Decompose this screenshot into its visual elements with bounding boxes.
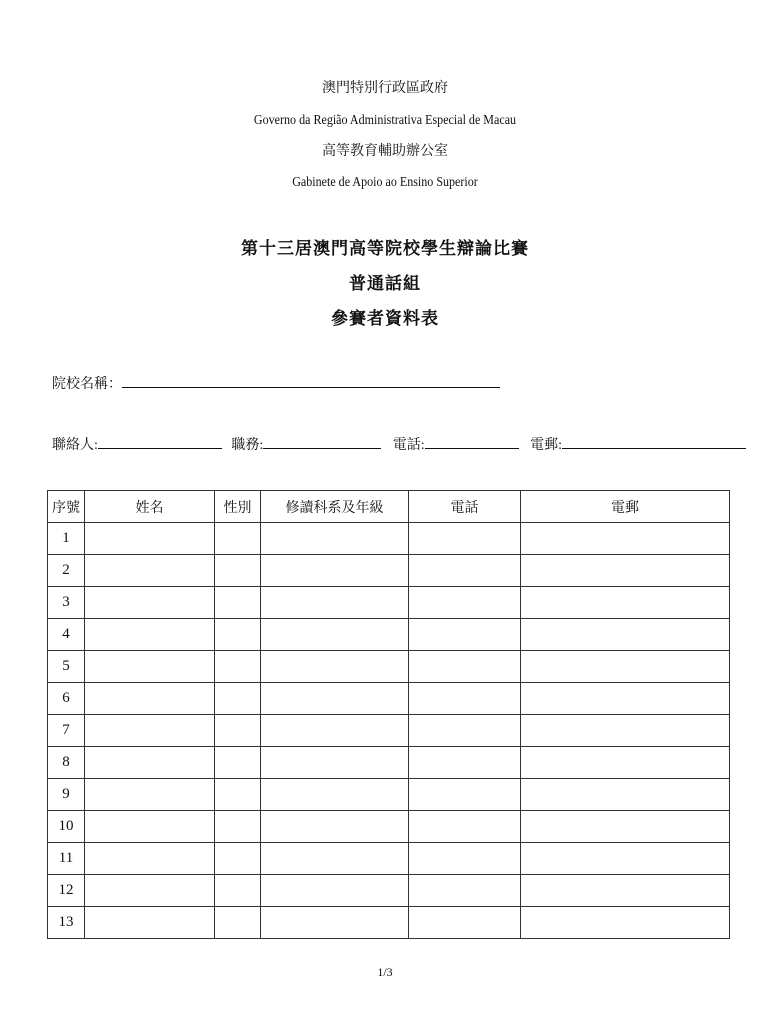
position-label: 職務:	[231, 438, 264, 453]
name-cell[interactable]	[85, 651, 215, 683]
table-row	[48, 619, 730, 651]
form-title: 參賽者資料表	[331, 309, 439, 328]
row-number-cell: 12	[48, 875, 85, 907]
phone-cell[interactable]	[409, 875, 521, 907]
table-row	[48, 779, 730, 811]
major-year-cell[interactable]	[261, 747, 409, 779]
table-row	[48, 907, 730, 939]
major-year-cell[interactable]	[261, 587, 409, 619]
email-cell[interactable]	[521, 651, 730, 683]
col-header-major-year: 修讀科系及年級	[261, 491, 409, 523]
phone-cell[interactable]	[409, 555, 521, 587]
col-header-gender: 性別	[215, 491, 261, 523]
gender-cell[interactable]	[215, 811, 261, 843]
major-year-cell[interactable]	[261, 651, 409, 683]
name-cell[interactable]	[85, 779, 215, 811]
name-cell[interactable]	[85, 555, 215, 587]
phone-cell[interactable]	[409, 779, 521, 811]
major-year-cell[interactable]	[261, 555, 409, 587]
phone-cell[interactable]	[409, 683, 521, 715]
phone-cell[interactable]	[409, 651, 521, 683]
gender-cell[interactable]	[215, 555, 261, 587]
email-cell[interactable]	[521, 619, 730, 651]
email-cell[interactable]	[521, 875, 730, 907]
gender-cell[interactable]	[215, 843, 261, 875]
major-year-cell[interactable]	[261, 811, 409, 843]
email-cell[interactable]	[521, 907, 730, 939]
table-header-row	[48, 491, 730, 523]
row-number-cell: 7	[48, 715, 85, 747]
major-year-cell[interactable]	[261, 907, 409, 939]
name-cell[interactable]	[85, 619, 215, 651]
name-cell[interactable]	[85, 587, 215, 619]
gender-cell[interactable]	[215, 651, 261, 683]
email-cell[interactable]	[521, 523, 730, 555]
row-number-cell: 1	[48, 523, 85, 555]
major-year-cell[interactable]	[261, 875, 409, 907]
phone-cell[interactable]	[409, 619, 521, 651]
table-row	[48, 555, 730, 587]
row-number-cell: 13	[48, 907, 85, 939]
email-cell[interactable]	[521, 811, 730, 843]
email-cell[interactable]	[521, 715, 730, 747]
gender-cell[interactable]	[215, 683, 261, 715]
major-year-cell[interactable]	[261, 715, 409, 747]
col-header-name: 姓名	[85, 491, 215, 523]
major-year-cell[interactable]	[261, 843, 409, 875]
header-office-pt: Gabinete de Apoio ao Ensino Superior	[292, 175, 478, 190]
phone-cell[interactable]	[409, 811, 521, 843]
participant-table	[47, 490, 730, 939]
phone-cell[interactable]	[409, 907, 521, 939]
position-field[interactable]	[263, 434, 381, 449]
col-header-phone: 電話	[409, 491, 521, 523]
row-number-cell: 6	[48, 683, 85, 715]
email-cell[interactable]	[521, 555, 730, 587]
school-name-label: 院校名稱：	[52, 377, 122, 392]
table-row	[48, 523, 730, 555]
table-row	[48, 683, 730, 715]
table-row	[48, 843, 730, 875]
name-cell[interactable]	[85, 907, 215, 939]
phone-cell[interactable]	[409, 715, 521, 747]
col-header-number: 序號	[48, 491, 85, 523]
email-field[interactable]	[562, 434, 746, 449]
gender-cell[interactable]	[215, 587, 261, 619]
phone-cell[interactable]	[409, 587, 521, 619]
gender-cell[interactable]	[215, 747, 261, 779]
name-cell[interactable]	[85, 747, 215, 779]
major-year-cell[interactable]	[261, 779, 409, 811]
table-body	[48, 523, 730, 939]
school-name-row	[52, 373, 500, 394]
table-row	[48, 715, 730, 747]
table-row	[48, 651, 730, 683]
email-cell[interactable]	[521, 747, 730, 779]
gender-cell[interactable]	[215, 779, 261, 811]
table-row	[48, 747, 730, 779]
table-row	[48, 811, 730, 843]
row-number-cell: 4	[48, 619, 85, 651]
header-office-zh: 高等教育輔助辦公室	[322, 144, 448, 159]
row-number-cell: 5	[48, 651, 85, 683]
header-gov-zh: 澳門特別行政區政府	[322, 81, 448, 96]
phone-label: 電話:	[392, 438, 425, 453]
row-number-cell: 3	[48, 587, 85, 619]
row-number-cell: 9	[48, 779, 85, 811]
major-year-cell[interactable]	[261, 619, 409, 651]
phone-cell[interactable]	[409, 523, 521, 555]
school-name-field[interactable]	[122, 373, 500, 388]
name-cell[interactable]	[85, 875, 215, 907]
gender-cell[interactable]	[215, 715, 261, 747]
document-title: 第十三居澳門高等院校學生辯論比賽	[241, 239, 529, 258]
name-cell[interactable]	[85, 715, 215, 747]
name-cell[interactable]	[85, 683, 215, 715]
gender-cell[interactable]	[215, 907, 261, 939]
header-gov-pt: Governo da Região Administrativa Especial de Macau	[253, 113, 517, 128]
name-cell[interactable]	[85, 811, 215, 843]
email-cell[interactable]	[521, 683, 730, 715]
table-row	[48, 875, 730, 907]
gender-cell[interactable]	[215, 523, 261, 555]
email-cell[interactable]	[521, 587, 730, 619]
name-cell[interactable]	[85, 523, 215, 555]
email-cell[interactable]	[521, 843, 730, 875]
phone-cell[interactable]	[409, 747, 521, 779]
major-year-cell[interactable]	[261, 523, 409, 555]
col-header-email: 電郵	[521, 491, 730, 523]
email-cell[interactable]	[521, 779, 730, 811]
major-year-cell[interactable]	[261, 683, 409, 715]
row-number-cell: 2	[48, 555, 85, 587]
contact-row	[52, 434, 746, 455]
phone-field[interactable]	[425, 434, 519, 449]
phone-cell[interactable]	[409, 843, 521, 875]
document-subtitle: 普通話組	[349, 274, 421, 293]
contact-label: 聯絡人:	[52, 438, 98, 453]
gender-cell[interactable]	[215, 875, 261, 907]
gender-cell[interactable]	[215, 619, 261, 651]
page-number: 1/3	[377, 965, 393, 979]
table-row	[48, 587, 730, 619]
row-number-cell: 11	[48, 843, 85, 875]
row-number-cell: 8	[48, 747, 85, 779]
row-number-cell: 10	[48, 811, 85, 843]
contact-field[interactable]	[98, 434, 222, 449]
name-cell[interactable]	[85, 843, 215, 875]
email-label: 電郵:	[530, 438, 563, 453]
